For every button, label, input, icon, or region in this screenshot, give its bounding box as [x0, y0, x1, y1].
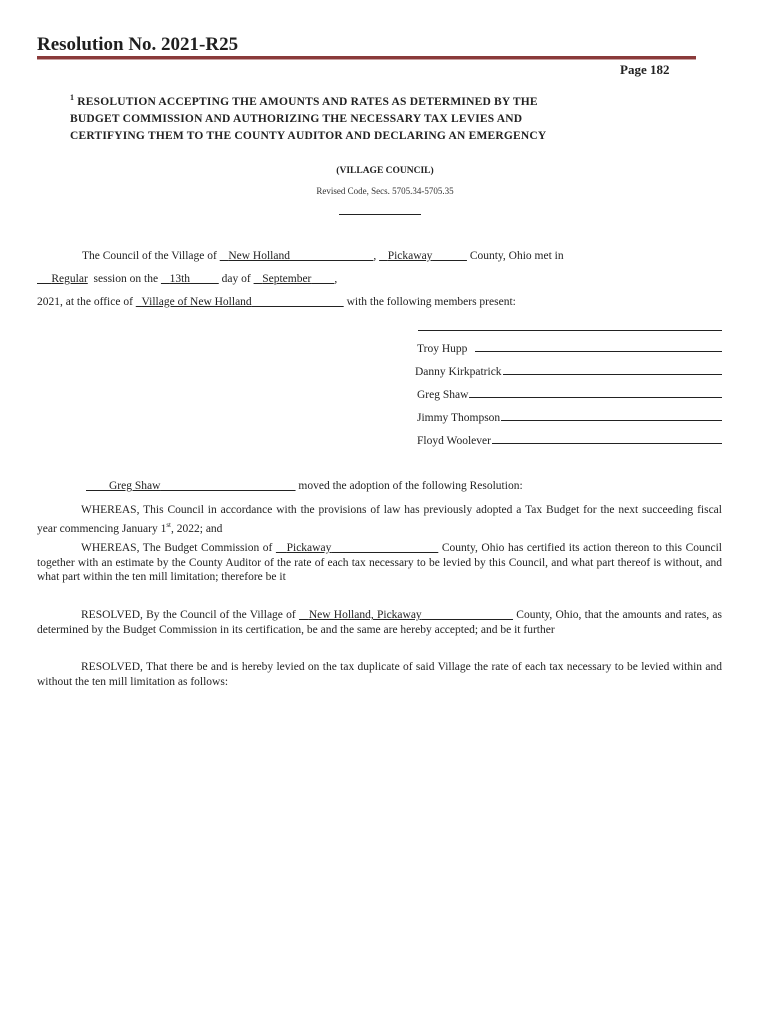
- resolution-title: Resolution No. 2021-R25: [37, 34, 239, 55]
- member-name: Greg Shaw: [417, 389, 469, 401]
- whereas-paragraph-2: [37, 541, 722, 585]
- resolved-2-text: RESOLVED, That there be and is hereby levied on the tax duplicate of said Village the rate of each tax necessary to be levied within and without the ten mill limitation as follows:: [37, 661, 722, 688]
- office-field[interactable]: [136, 296, 344, 308]
- resolution-heading: [70, 89, 546, 145]
- day-field[interactable]: [161, 273, 219, 285]
- day-text: day of: [218, 273, 254, 285]
- year-prefix-text: 2021, at the office of: [37, 296, 136, 308]
- heading-line-2: BUDGET COMMISSION AND AUTHORIZING THE NECESSARY TAX LEVIES AND: [70, 112, 523, 125]
- county-field[interactable]: [379, 250, 467, 262]
- village-name-field[interactable]: [220, 250, 374, 262]
- revised-code-label: Revised Code, Secs. 5705.34-5705.35: [316, 186, 454, 196]
- mover-field[interactable]: [86, 480, 296, 492]
- member-fill-line: [503, 366, 722, 375]
- resolved-place-value: New Holland, Pickaway: [308, 609, 422, 621]
- mover-value: Greg Shaw: [109, 480, 161, 492]
- resolved-paragraph-2: [37, 660, 722, 689]
- heading-line-1: [70, 89, 546, 111]
- budget-county-value: Pickaway: [286, 542, 332, 554]
- day-value: 13th: [169, 273, 191, 285]
- meeting-line-3: [37, 296, 516, 308]
- county-suffix-text: County, Ohio met in: [466, 250, 564, 262]
- resolved-place-field[interactable]: [299, 609, 513, 621]
- office-value: Village of New Holland: [141, 296, 252, 308]
- member-name: Floyd Woolever: [417, 435, 491, 447]
- member-line-greg-shaw[interactable]: [417, 389, 722, 401]
- member-line-danny-kirkpatrick[interactable]: [415, 366, 722, 378]
- member-fill-line: [469, 389, 722, 398]
- motion-text: moved the adoption of the following Resolution:: [295, 480, 523, 492]
- month-field[interactable]: [254, 273, 335, 285]
- member-line-floyd-woolever[interactable]: [417, 435, 722, 447]
- meeting-line-1: The Council of the Village of New Holland , Pickaway County, Ohio met in: [82, 250, 564, 262]
- month-value: September: [262, 273, 312, 285]
- member-name: Danny Kirkpatrick: [415, 366, 502, 378]
- village-council-label: (VILLAGE COUNCIL): [336, 166, 434, 176]
- member-fill-line: [475, 343, 722, 352]
- resolved-1-text: RESOLVED, By the Council of the Village of: [81, 609, 300, 621]
- member-name: Troy Hupp: [417, 343, 468, 355]
- member-line-jimmy-thompson[interactable]: [417, 412, 722, 424]
- resolved-1-end: County, Ohio, that the amounts and rates, as determined by the Budget Commission in its certification, be and the same are hereby accepted; and be it further: [37, 609, 723, 636]
- separator-line: [339, 214, 421, 215]
- whereas-2-text: WHEREAS, The Budget Commission of: [81, 542, 276, 554]
- member-name: Jimmy Thompson: [417, 412, 501, 424]
- title-rule-secondary: [37, 59, 696, 60]
- county-value: Pickaway: [387, 250, 433, 262]
- session-text: session on the: [87, 273, 161, 285]
- meeting-intro-text: The Council of the Village of: [82, 250, 220, 262]
- whereas-1-text: WHEREAS, This Council in accordance with the provisions of law has previously adopted a Tax Budget for the next succeeding fiscal year commencing January 1: [37, 504, 722, 535]
- motion-line: [86, 480, 523, 492]
- session-type-value: Regular: [51, 273, 88, 285]
- member-fill-line: [501, 412, 722, 421]
- member-fill-line: [492, 435, 722, 444]
- member-line-troy-hupp[interactable]: [417, 343, 722, 355]
- members-present-text: with the following members present:: [343, 296, 516, 308]
- whereas-paragraph-1: [37, 503, 722, 536]
- page-number: Page 182: [620, 62, 670, 77]
- budget-county-field[interactable]: [276, 542, 438, 554]
- heading-line-1-text: RESOLUTION ACCEPTING THE AMOUNTS AND RATES AS DETERMINED BY THE: [77, 95, 538, 108]
- session-type-field[interactable]: [37, 273, 88, 285]
- village-name-value: New Holland: [228, 250, 290, 262]
- resolved-paragraph-1: [37, 608, 722, 637]
- footnote-mark: 1: [70, 93, 75, 102]
- whereas-2-end: County, Ohio has certified its action thereon to this Council together with an estimate by the County Auditor of the rate of each tax necessary to be levied by this Council, and what part thereof is without, and what part within the ten mill limitation; therefore be it: [37, 542, 723, 583]
- meeting-line-2: Regular session on the 13th day of September ,: [37, 273, 337, 285]
- ordinal-suffix: st: [166, 520, 171, 529]
- blank-member-line[interactable]: [418, 330, 722, 331]
- heading-line-3: CERTIFYING THEM TO THE COUNTY AUDITOR AND DECLARING AN EMERGENCY: [70, 129, 547, 142]
- whereas-1-end: , 2022; and: [171, 522, 223, 535]
